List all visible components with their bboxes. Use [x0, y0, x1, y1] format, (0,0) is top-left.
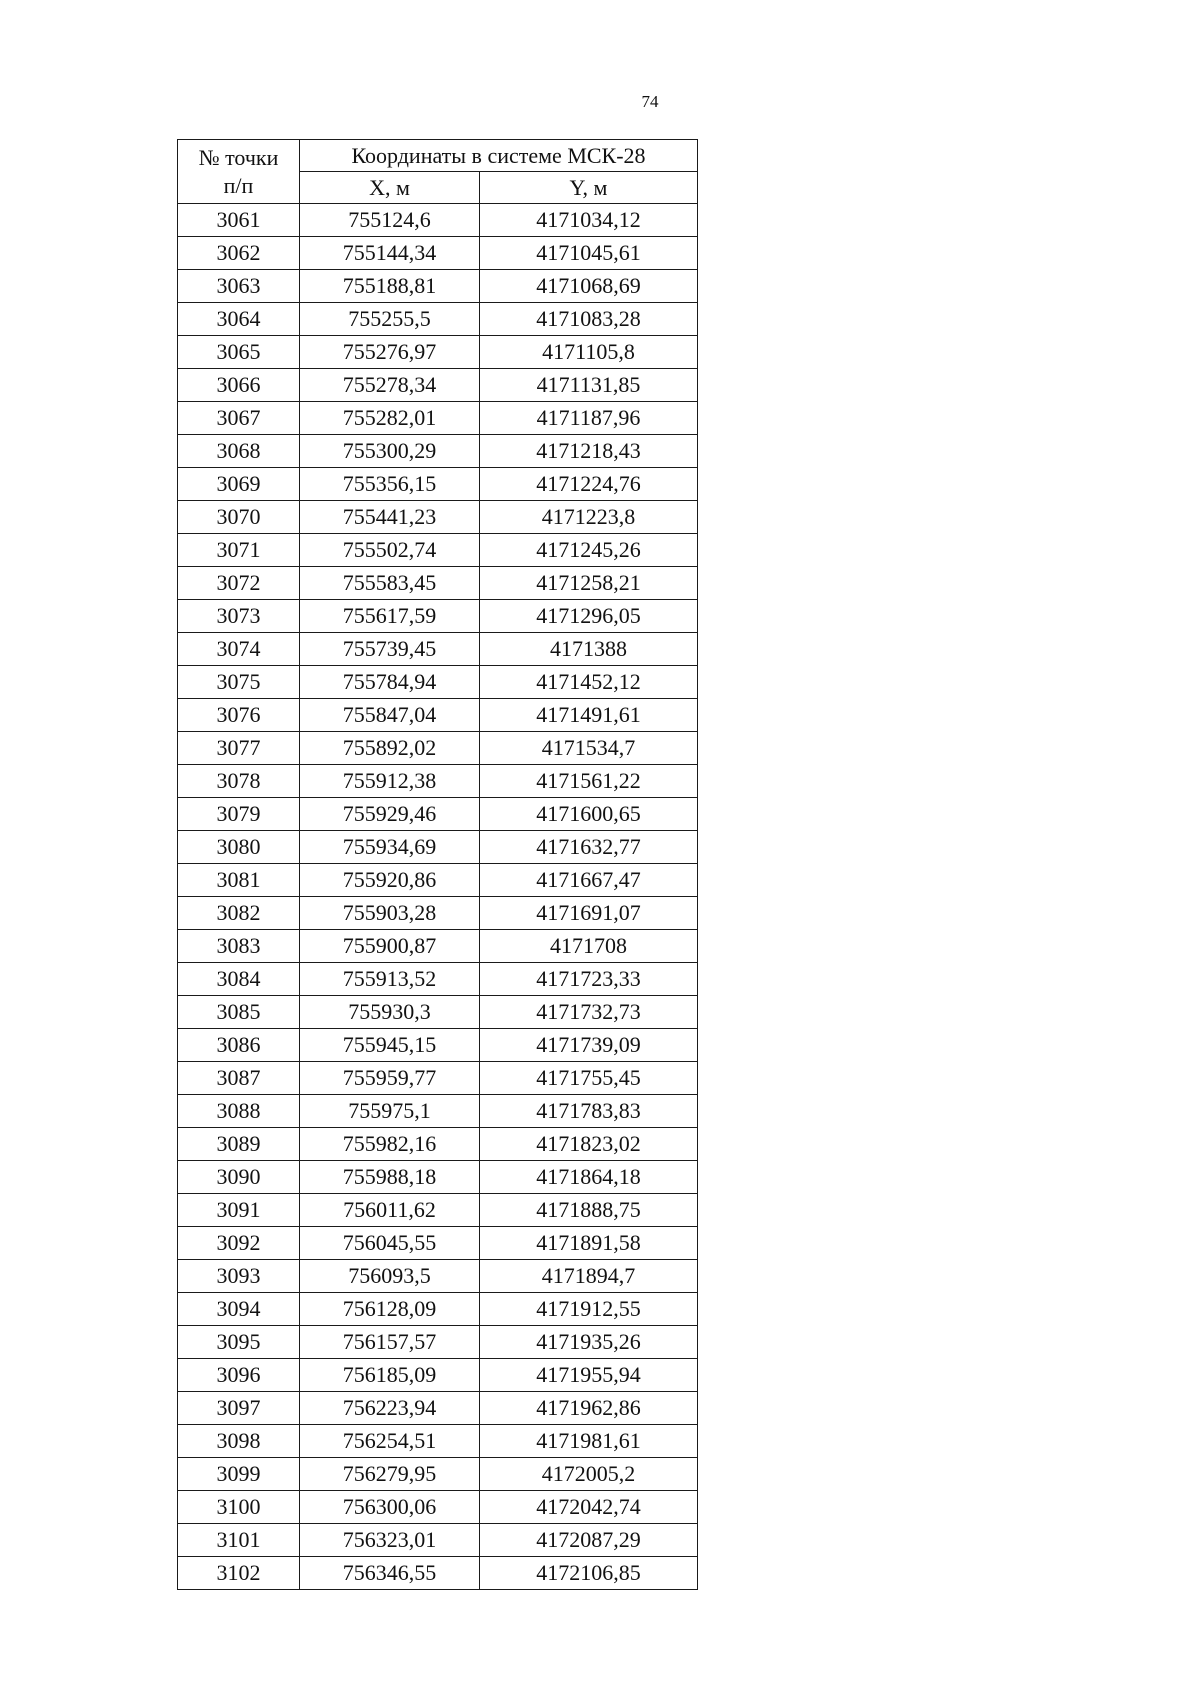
x-coordinate-cell: 756128,09	[300, 1293, 480, 1326]
table-row	[178, 963, 698, 996]
y-coordinate-cell: 4171864,18	[480, 1161, 698, 1194]
table-row	[178, 1128, 698, 1161]
x-coordinate-cell: 756093,5	[300, 1260, 480, 1293]
y-coordinate-cell: 4171723,33	[480, 963, 698, 996]
y-coordinate-cell: 4171296,05	[480, 600, 698, 633]
point-number-cell: 3095	[178, 1326, 300, 1359]
x-coordinate-cell: 755847,04	[300, 699, 480, 732]
point-number-cell: 3062	[178, 237, 300, 270]
x-coordinate-cell: 755900,87	[300, 930, 480, 963]
table-row	[178, 534, 698, 567]
table-row	[178, 1425, 698, 1458]
point-number-cell: 3077	[178, 732, 300, 765]
x-coordinate-cell: 755945,15	[300, 1029, 480, 1062]
point-number-cell: 3098	[178, 1425, 300, 1458]
table-row	[178, 1491, 698, 1524]
y-coordinate-cell: 4171691,07	[480, 897, 698, 930]
x-coordinate-cell: 755913,52	[300, 963, 480, 996]
x-coordinate-cell: 755892,02	[300, 732, 480, 765]
y-coordinate-cell: 4171223,8	[480, 501, 698, 534]
point-number-cell: 3063	[178, 270, 300, 303]
table-row	[178, 666, 698, 699]
x-coordinate-cell: 755988,18	[300, 1161, 480, 1194]
table-row	[178, 864, 698, 897]
table-row	[178, 270, 698, 303]
y-coordinate-cell: 4171783,83	[480, 1095, 698, 1128]
point-number-cell: 3100	[178, 1491, 300, 1524]
x-column-header: X, м	[300, 172, 480, 204]
table-row	[178, 435, 698, 468]
point-number-cell: 3090	[178, 1161, 300, 1194]
point-number-cell: 3097	[178, 1392, 300, 1425]
point-number-header-line1: № точки	[198, 144, 279, 170]
point-number-cell: 3094	[178, 1293, 300, 1326]
x-coordinate-cell: 756223,94	[300, 1392, 480, 1425]
y-coordinate-cell: 4171981,61	[480, 1425, 698, 1458]
x-coordinate-cell: 756011,62	[300, 1194, 480, 1227]
table-row	[178, 402, 698, 435]
x-coordinate-cell: 755300,29	[300, 435, 480, 468]
point-number-cell: 3101	[178, 1524, 300, 1557]
point-number-cell: 3096	[178, 1359, 300, 1392]
point-number-cell: 3085	[178, 996, 300, 1029]
y-coordinate-cell: 4172005,2	[480, 1458, 698, 1491]
y-coordinate-cell: 4171962,86	[480, 1392, 698, 1425]
y-coordinate-cell: 4171632,77	[480, 831, 698, 864]
x-coordinate-cell: 756323,01	[300, 1524, 480, 1557]
y-coordinate-cell: 4171739,09	[480, 1029, 698, 1062]
y-coordinate-cell: 4171912,55	[480, 1293, 698, 1326]
y-coordinate-cell: 4171452,12	[480, 666, 698, 699]
page-number: 74	[641, 92, 659, 111]
point-number-cell: 3086	[178, 1029, 300, 1062]
y-coordinate-cell: 4171258,21	[480, 567, 698, 600]
point-number-cell: 3082	[178, 897, 300, 930]
x-coordinate-cell: 755903,28	[300, 897, 480, 930]
table-row	[178, 1293, 698, 1326]
table-row	[178, 1392, 698, 1425]
table-row	[178, 996, 698, 1029]
point-number-cell: 3078	[178, 765, 300, 798]
point-number-cell: 3084	[178, 963, 300, 996]
point-number-cell: 3088	[178, 1095, 300, 1128]
y-coordinate-cell: 4171561,22	[480, 765, 698, 798]
y-coordinate-cell: 4172087,29	[480, 1524, 698, 1557]
x-coordinate-cell: 755617,59	[300, 600, 480, 633]
x-coordinate-cell: 756300,06	[300, 1491, 480, 1524]
table-row	[178, 1326, 698, 1359]
table-row	[178, 633, 698, 666]
point-number-cell: 3076	[178, 699, 300, 732]
point-number-cell: 3083	[178, 930, 300, 963]
y-coordinate-cell: 4172106,85	[480, 1557, 698, 1590]
point-number-cell: 3072	[178, 567, 300, 600]
y-coordinate-cell: 4171667,47	[480, 864, 698, 897]
point-number-cell: 3074	[178, 633, 300, 666]
point-number-cell: 3093	[178, 1260, 300, 1293]
table-row	[178, 1095, 698, 1128]
x-coordinate-cell: 755912,38	[300, 765, 480, 798]
y-coordinate-cell: 4171131,85	[480, 369, 698, 402]
point-number-cell: 3068	[178, 435, 300, 468]
x-coordinate-cell: 756045,55	[300, 1227, 480, 1260]
point-number-cell: 3069	[178, 468, 300, 501]
table-row	[178, 1161, 698, 1194]
table-row	[178, 1029, 698, 1062]
y-coordinate-cell: 4171600,65	[480, 798, 698, 831]
x-coordinate-cell: 755278,34	[300, 369, 480, 402]
table-body	[178, 204, 698, 1590]
point-number-cell: 3064	[178, 303, 300, 336]
y-coordinate-cell: 4171891,58	[480, 1227, 698, 1260]
x-coordinate-cell: 755920,86	[300, 864, 480, 897]
x-coordinate-cell: 756157,57	[300, 1326, 480, 1359]
table-row	[178, 1260, 698, 1293]
x-coordinate-cell: 755934,69	[300, 831, 480, 864]
table-row	[178, 1194, 698, 1227]
table-row	[178, 1524, 698, 1557]
table-row	[178, 501, 698, 534]
x-coordinate-cell: 755276,97	[300, 336, 480, 369]
table-row	[178, 1359, 698, 1392]
x-coordinate-cell: 756346,55	[300, 1557, 480, 1590]
y-coordinate-cell: 4171218,43	[480, 435, 698, 468]
y-coordinate-cell: 4171045,61	[480, 237, 698, 270]
x-coordinate-cell: 756185,09	[300, 1359, 480, 1392]
table-row	[178, 336, 698, 369]
y-coordinate-cell: 4171534,7	[480, 732, 698, 765]
x-coordinate-cell: 755124,6	[300, 204, 480, 237]
x-coordinate-cell: 756254,51	[300, 1425, 480, 1458]
y-coordinate-cell: 4171732,73	[480, 996, 698, 1029]
table-row	[178, 930, 698, 963]
table-row	[178, 237, 698, 270]
y-column-header: Y, м	[480, 172, 698, 204]
x-coordinate-cell: 755144,34	[300, 237, 480, 270]
table-row	[178, 798, 698, 831]
y-coordinate-cell: 4171105,8	[480, 336, 698, 369]
point-number-header-line2: п/п	[223, 172, 254, 198]
y-coordinate-cell: 4171034,12	[480, 204, 698, 237]
table-row	[178, 567, 698, 600]
point-number-cell: 3066	[178, 369, 300, 402]
y-coordinate-cell: 4171755,45	[480, 1062, 698, 1095]
y-coordinate-cell: 4171894,7	[480, 1260, 698, 1293]
y-coordinate-cell: 4172042,74	[480, 1491, 698, 1524]
y-coordinate-cell: 4171955,94	[480, 1359, 698, 1392]
x-coordinate-cell: 755929,46	[300, 798, 480, 831]
x-coordinate-cell: 755502,74	[300, 534, 480, 567]
x-coordinate-cell: 755188,81	[300, 270, 480, 303]
coords-group-header: Координаты в системе МСК-28	[300, 140, 698, 172]
y-coordinate-cell: 4171388	[480, 633, 698, 666]
y-coordinate-cell: 4171068,69	[480, 270, 698, 303]
y-coordinate-cell: 4171187,96	[480, 402, 698, 435]
x-coordinate-cell: 755441,23	[300, 501, 480, 534]
table-row	[178, 600, 698, 633]
x-coordinate-cell: 755583,45	[300, 567, 480, 600]
table-row	[178, 765, 698, 798]
point-number-header	[178, 140, 300, 204]
point-number-cell: 3079	[178, 798, 300, 831]
table-row	[178, 303, 698, 336]
x-coordinate-cell: 755255,5	[300, 303, 480, 336]
y-coordinate-cell: 4171083,28	[480, 303, 698, 336]
point-number-cell: 3091	[178, 1194, 300, 1227]
coordinates-table	[177, 139, 698, 1590]
x-coordinate-cell: 755982,16	[300, 1128, 480, 1161]
point-number-cell: 3067	[178, 402, 300, 435]
point-number-cell: 3070	[178, 501, 300, 534]
table-row	[178, 831, 698, 864]
y-coordinate-cell: 4171224,76	[480, 468, 698, 501]
x-coordinate-cell: 755356,15	[300, 468, 480, 501]
x-coordinate-cell: 756279,95	[300, 1458, 480, 1491]
x-coordinate-cell: 755930,3	[300, 996, 480, 1029]
y-coordinate-cell: 4171491,61	[480, 699, 698, 732]
point-number-cell: 3092	[178, 1227, 300, 1260]
point-number-cell: 3061	[178, 204, 300, 237]
point-number-cell: 3102	[178, 1557, 300, 1590]
table-row	[178, 732, 698, 765]
point-number-cell: 3073	[178, 600, 300, 633]
table-row	[178, 369, 698, 402]
x-coordinate-cell: 755739,45	[300, 633, 480, 666]
table-row	[178, 699, 698, 732]
table-row	[178, 1227, 698, 1260]
y-coordinate-cell: 4171245,26	[480, 534, 698, 567]
table-row	[178, 1062, 698, 1095]
y-coordinate-cell: 4171708	[480, 930, 698, 963]
x-coordinate-cell: 755282,01	[300, 402, 480, 435]
table-row	[178, 1458, 698, 1491]
table-row	[178, 897, 698, 930]
table-row	[178, 1557, 698, 1590]
x-coordinate-cell: 755784,94	[300, 666, 480, 699]
table-row	[178, 204, 698, 237]
point-number-cell: 3087	[178, 1062, 300, 1095]
point-number-cell: 3075	[178, 666, 300, 699]
point-number-cell: 3071	[178, 534, 300, 567]
table-row	[178, 468, 698, 501]
y-coordinate-cell: 4171823,02	[480, 1128, 698, 1161]
point-number-cell: 3080	[178, 831, 300, 864]
point-number-cell: 3065	[178, 336, 300, 369]
point-number-cell: 3081	[178, 864, 300, 897]
x-coordinate-cell: 755975,1	[300, 1095, 480, 1128]
point-number-cell: 3089	[178, 1128, 300, 1161]
x-coordinate-cell: 755959,77	[300, 1062, 480, 1095]
y-coordinate-cell: 4171888,75	[480, 1194, 698, 1227]
point-number-cell: 3099	[178, 1458, 300, 1491]
y-coordinate-cell: 4171935,26	[480, 1326, 698, 1359]
